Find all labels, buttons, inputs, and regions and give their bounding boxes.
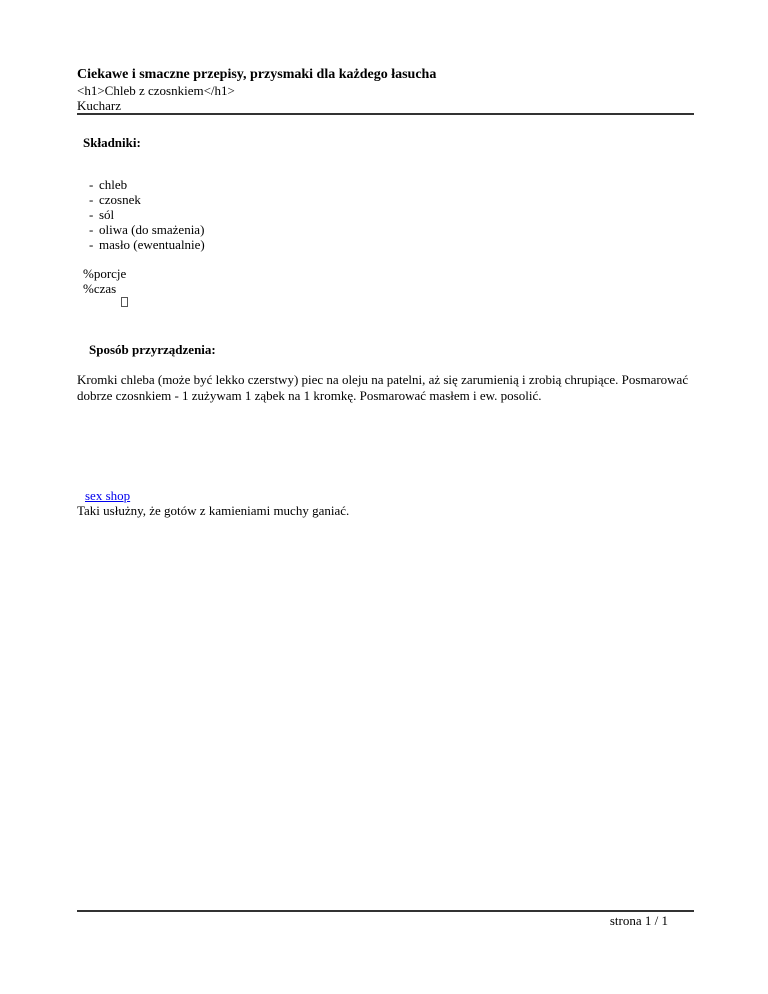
missing-glyph-icon — [121, 297, 128, 307]
ingredients-list — [89, 177, 205, 252]
ingredient-label: czosnek — [99, 192, 141, 207]
list-item — [89, 222, 205, 237]
list-item — [89, 237, 205, 252]
recipe-title: <h1>Chleb z czosnkiem</h1> — [77, 83, 235, 98]
time-placeholder: %czas — [83, 281, 117, 296]
ingredient-label: oliwa (do smażenia) — [99, 222, 205, 237]
proverb-text: Taki usłużny, że gotów z kamieniami muchy ganiać. — [77, 503, 350, 518]
page-number: strona 1 / 1 — [609, 913, 668, 928]
list-bullet: - — [89, 177, 94, 192]
ad-link[interactable]: sex shop — [85, 488, 131, 503]
page-header — [77, 66, 694, 113]
footer-divider — [77, 910, 694, 912]
author-name: Kucharz — [77, 98, 122, 113]
header-divider — [77, 113, 694, 115]
list-item — [89, 207, 205, 222]
method-heading: Sposób przyrządzenia: — [89, 342, 216, 357]
method-text: Kromki chleba (może być lekko czerstwy) piec na oleju na patelni, aż się zarumienią i zrobią chrupiące. Posmarować dobrze czosnkiem - 1 zużywam 1 ząbek na 1 kromkę. Posmarować masłem i ew. posolić. — [77, 372, 689, 403]
ingredient-label: chleb — [99, 177, 128, 192]
ingredient-label: masło (ewentualnie) — [99, 237, 205, 252]
list-item — [89, 177, 205, 192]
list-item — [89, 192, 205, 207]
site-title: Ciekawe i smaczne przepisy, przysmaki dla każdego łasucha — [77, 67, 437, 82]
ingredients-heading: Składniki: — [83, 135, 141, 150]
ingredient-label: sól — [99, 207, 115, 222]
list-bullet: - — [89, 222, 94, 237]
list-bullet: - — [89, 192, 94, 207]
recipe-meta — [83, 266, 126, 296]
list-bullet: - — [89, 207, 94, 222]
list-bullet: - — [89, 237, 94, 252]
portions-placeholder: %porcje — [83, 266, 127, 281]
